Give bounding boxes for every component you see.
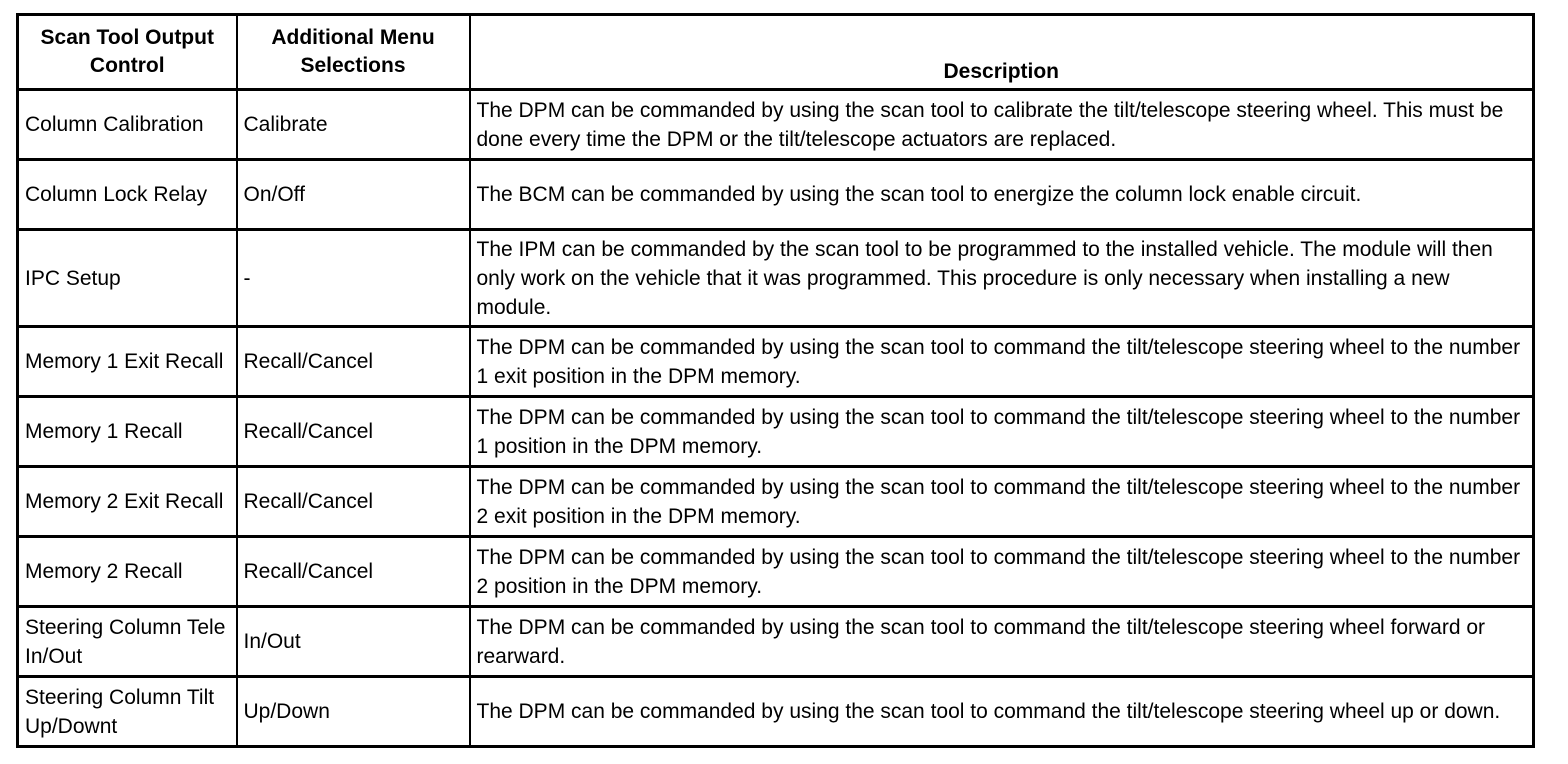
cell-description: The DPM can be commanded by using the scan tool to command the tilt/telescope steering wheel forward or rearward. xyxy=(470,607,1534,677)
cell-control: Memory 1 Exit Recall xyxy=(18,327,237,397)
table-row xyxy=(18,230,1534,327)
header-menu-selections: Additional Menu Selections xyxy=(237,15,470,90)
cell-selections: Up/Down xyxy=(237,677,470,747)
table-row xyxy=(18,327,1534,397)
cell-control: Memory 1 Recall xyxy=(18,397,237,467)
cell-selections: Recall/Cancel xyxy=(237,537,470,607)
cell-description: The DPM can be commanded by using the scan tool to command the tilt/telescope steering wheel to the number 1 exit position in the DPM memory. xyxy=(470,327,1534,397)
cell-selections: Calibrate xyxy=(237,90,470,160)
cell-description: The BCM can be commanded by using the scan tool to energize the column lock enable circuit. xyxy=(470,160,1534,230)
table-row xyxy=(18,160,1534,230)
cell-selections: Recall/Cancel xyxy=(237,467,470,537)
table-row xyxy=(18,90,1534,160)
header-output-control: Scan Tool Output Control xyxy=(18,15,237,90)
cell-selections: Recall/Cancel xyxy=(237,327,470,397)
table-row xyxy=(18,607,1534,677)
cell-selections: Recall/Cancel xyxy=(237,397,470,467)
header-row xyxy=(18,15,1534,90)
cell-control: Steering Column Tele In/Out xyxy=(18,607,237,677)
table-row xyxy=(18,467,1534,537)
cell-description: The DPM can be commanded by using the scan tool to command the tilt/telescope steering wheel to the number 2 position in the DPM memory. xyxy=(470,537,1534,607)
cell-description: The DPM can be commanded by using the scan tool to command the tilt/telescope steering wheel up or down. xyxy=(470,677,1534,747)
cell-selections: On/Off xyxy=(237,160,470,230)
cell-control: Column Calibration xyxy=(18,90,237,160)
output-control-table xyxy=(16,13,1535,748)
cell-control: Column Lock Relay xyxy=(18,160,237,230)
table-row xyxy=(18,397,1534,467)
cell-description: The DPM can be commanded by using the scan tool to command the tilt/telescope steering wheel to the number 1 position in the DPM memory. xyxy=(470,397,1534,467)
cell-control: Memory 2 Exit Recall xyxy=(18,467,237,537)
cell-selections: - xyxy=(237,230,470,327)
cell-description: The DPM can be commanded by using the scan tool to calibrate the tilt/telescope steering wheel. This must be done every time the DPM or the tilt/telescope actuators are replaced. xyxy=(470,90,1534,160)
cell-description: The IPM can be commanded by the scan tool to be programmed to the installed vehicle. The module will then only work on the vehicle that it was programmed. This procedure is only necessary when installing a new module. xyxy=(470,230,1534,327)
table-row xyxy=(18,677,1534,747)
cell-control: Steering Column Tilt Up/Downt xyxy=(18,677,237,747)
table-row xyxy=(18,537,1534,607)
cell-selections: In/Out xyxy=(237,607,470,677)
cell-description: The DPM can be commanded by using the scan tool to command the tilt/telescope steering wheel to the number 2 exit position in the DPM memory. xyxy=(470,467,1534,537)
header-description: Description xyxy=(470,15,1534,90)
cell-control: IPC Setup xyxy=(18,230,237,327)
cell-control: Memory 2 Recall xyxy=(18,537,237,607)
